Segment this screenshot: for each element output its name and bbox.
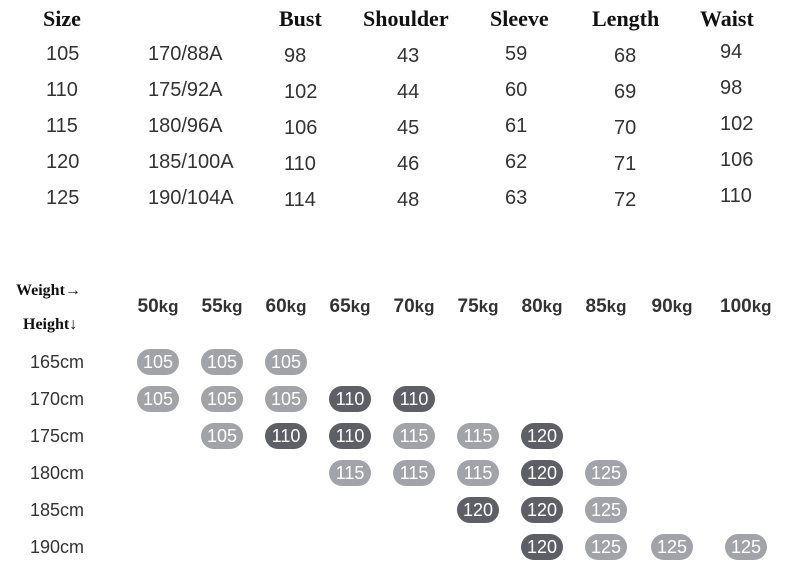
size-badge: 115	[393, 423, 435, 449]
size-row-bust: 98	[284, 45, 307, 67]
weight-col-header	[202, 296, 243, 318]
weight-unit: kg	[158, 297, 179, 316]
size-row-fit: 175/92A	[148, 79, 223, 101]
size-row-size: 110	[46, 79, 78, 101]
weight-value: 85	[585, 296, 607, 317]
size-row-length: 69	[614, 81, 637, 103]
size-badge: 105	[201, 386, 243, 412]
weight-col-header	[458, 296, 499, 318]
weight-axis-label: Weight→	[16, 282, 81, 299]
size-row-bust: 106	[284, 117, 318, 139]
size-badge: 105	[265, 386, 307, 412]
height-row-label: 170cm	[30, 389, 85, 409]
size-badge: 115	[457, 460, 499, 486]
weight-value: 65	[329, 296, 351, 317]
height-row-label: 175cm	[30, 426, 85, 446]
size-badge: 120	[521, 497, 563, 523]
header-waist: Waist	[700, 6, 754, 31]
weight-unit: kg	[478, 297, 499, 316]
weight-col-header	[266, 296, 307, 318]
size-badge: 105	[201, 423, 243, 449]
size-row-size: 105	[46, 43, 80, 65]
size-badge: 105	[137, 349, 179, 375]
weight-unit: kg	[286, 297, 307, 316]
size-row-waist: 94	[720, 41, 743, 63]
size-row-fit: 180/96A	[148, 115, 223, 137]
weight-col-header	[138, 296, 179, 318]
size-row-sleeve: 62	[505, 151, 528, 173]
weight-unit: kg	[606, 297, 627, 316]
size-row-shoulder: 45	[397, 117, 420, 139]
size-row-shoulder: 43	[397, 45, 420, 67]
size-badge: 115	[393, 460, 435, 486]
size-row-waist: 110	[720, 185, 752, 207]
size-row-sleeve: 63	[505, 187, 528, 209]
size-row-bust: 114	[284, 189, 316, 211]
size-row-length: 68	[614, 45, 637, 67]
header-shoulder: Shoulder	[363, 6, 449, 31]
size-row-length: 71	[614, 153, 637, 175]
size-row-fit: 190/104A	[148, 187, 234, 209]
height-row-label: 190cm	[30, 537, 85, 557]
size-badge: 105	[137, 386, 179, 412]
size-row-sleeve: 60	[505, 79, 528, 101]
weight-col-header	[522, 296, 563, 318]
size-row-length: 72	[614, 189, 637, 211]
weight-unit: kg	[751, 297, 772, 316]
size-badge: 125	[585, 497, 627, 523]
weight-value: 75	[457, 296, 479, 317]
weight-col-header	[720, 296, 772, 318]
weight-value: 50	[137, 296, 159, 317]
size-badge: 105	[201, 349, 243, 375]
size-badge: 115	[457, 423, 499, 449]
weight-col-header	[652, 296, 693, 318]
weight-unit: kg	[414, 297, 435, 316]
weight-col-header	[330, 296, 371, 318]
header-size: Size	[43, 6, 81, 31]
header-length: Length	[592, 6, 660, 31]
size-row-size: 120	[46, 151, 80, 173]
size-badge: 110	[393, 386, 435, 412]
size-badge: 125	[651, 534, 693, 560]
size-row-waist: 106	[720, 149, 754, 171]
size-badge: 120	[521, 460, 563, 486]
weight-value: 60	[265, 296, 287, 317]
size-badge: 125	[585, 534, 627, 560]
header-bust: Bust	[279, 6, 322, 31]
height-row-label: 180cm	[30, 463, 85, 483]
size-badge: 120	[521, 423, 563, 449]
size-row-size: 115	[46, 115, 78, 137]
weight-value: 90	[651, 296, 673, 317]
size-row-sleeve: 61	[505, 115, 528, 137]
size-badge: 105	[265, 349, 307, 375]
weight-value: 55	[201, 296, 223, 317]
weight-value: 100	[720, 296, 752, 317]
size-badge: 120	[521, 534, 563, 560]
size-badge: 110	[329, 386, 371, 412]
size-row-fit: 170/88A	[148, 43, 223, 65]
size-badge: 110	[329, 423, 371, 449]
size-badge: 125	[725, 534, 767, 560]
size-row-length: 70	[614, 117, 637, 139]
weight-unit: kg	[542, 297, 563, 316]
size-badge: 120	[457, 497, 499, 523]
size-badge: 110	[265, 423, 307, 449]
size-row-bust: 110	[284, 153, 316, 175]
height-row-label: 185cm	[30, 500, 85, 520]
weight-unit: kg	[672, 297, 693, 316]
height-row-label: 165cm	[30, 352, 85, 372]
size-badge: 125	[585, 460, 627, 486]
size-row-sleeve: 59	[505, 43, 528, 65]
size-row-shoulder: 46	[397, 153, 420, 175]
size-row-fit: 185/100A	[148, 151, 234, 173]
height-axis-label: Height↓	[23, 316, 78, 333]
size-row-size: 125	[46, 187, 80, 209]
size-row-waist: 98	[720, 77, 743, 99]
weight-unit: kg	[222, 297, 243, 316]
size-row-bust: 102	[284, 81, 318, 103]
weight-col-header	[586, 296, 627, 318]
size-row-shoulder: 48	[397, 189, 420, 211]
size-badge: 115	[329, 460, 371, 486]
weight-value: 80	[521, 296, 543, 317]
size-row-waist: 102	[720, 113, 754, 135]
size-row-shoulder: 44	[397, 81, 420, 103]
weight-unit: kg	[350, 297, 371, 316]
header-sleeve: Sleeve	[490, 6, 549, 31]
weight-value: 70	[393, 296, 415, 317]
weight-col-header	[394, 296, 435, 318]
